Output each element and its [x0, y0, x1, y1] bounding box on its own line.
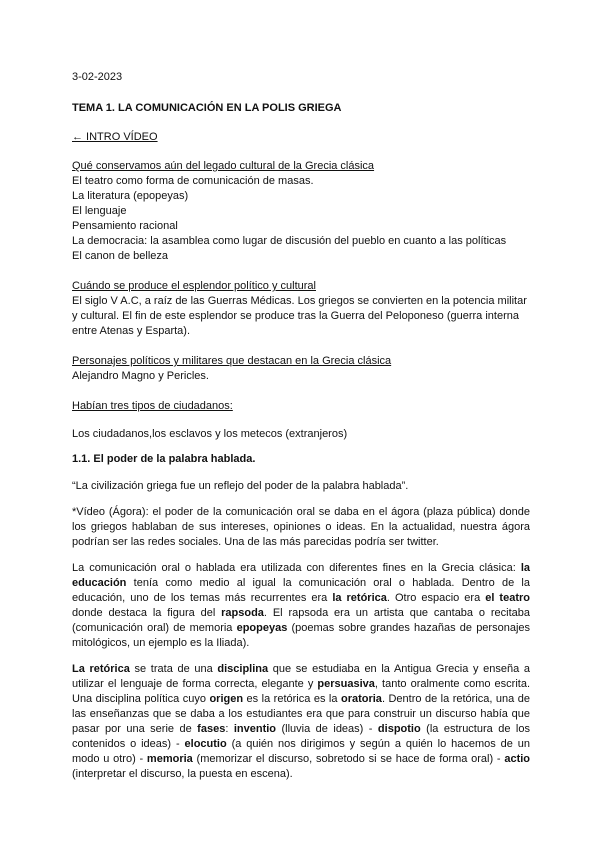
text-run: . El rapsoda era un artista que cantaba o recitaba (comunicación oral) de memoria	[72, 607, 530, 634]
legacy-item: Pensamiento racional	[72, 220, 178, 232]
text-run: tenía como medio al igual la comunicación oral o hablada. Dentro de la educación, uno de los temas más recurrentes era	[72, 577, 530, 604]
section-figures-text: Alejandro Magno y Pericles.	[72, 370, 209, 382]
section-citizens-heading: Habían tres tipos de ciudadanos:	[72, 400, 233, 412]
document-title: TEMA 1. LA COMUNICACIÓN EN LA POLIS GRIEGA	[72, 102, 342, 114]
text-run: :	[225, 723, 234, 735]
section-legacy-heading: Qué conservamos aún del legado cultural de la Grecia clásica	[72, 160, 375, 172]
legacy-item: El lenguaje	[72, 205, 127, 217]
bold-term: La retórica	[72, 663, 130, 675]
section-legacy	[72, 159, 530, 264]
text-run: que se estudiaba en la Antigua Grecia y enseña a utilizar el lenguaje de forma correcta, elegante y	[72, 663, 531, 690]
text-run: (lluvia de ideas) -	[276, 723, 378, 735]
section-splendor-heading: Cuándo se produce el esplendor político y cultural	[72, 280, 316, 292]
bold-term: origen	[209, 693, 244, 705]
document-page	[72, 70, 530, 793]
bold-term: la educación	[72, 562, 530, 589]
bold-term: la retórica	[332, 592, 387, 604]
text-run: . Otro espacio era	[386, 592, 486, 604]
text-run: (interpretar el discurso, la puesta en escena).	[72, 768, 293, 780]
section-figures	[72, 354, 530, 384]
bold-term: rapsoda	[221, 607, 264, 619]
text-run: donde destaca la figura del	[72, 607, 222, 619]
bold-term: elocutio	[184, 738, 227, 750]
bold-term: fases	[197, 723, 226, 735]
section-figures-heading: Personajes políticos y militares que destacan en la Grecia clásica	[72, 355, 392, 367]
oral-communication-paragraph	[72, 561, 530, 651]
intro-video-link[interactable]: ← INTRO VÍDEO	[72, 131, 158, 143]
rhetoric-paragraph	[72, 662, 530, 782]
subheading-spoken-word: 1.1. El poder de la palabra hablada.	[72, 453, 256, 465]
text-run: La comunicación oral o hablada era utilizada con diferentes fines en la Grecia clásica:	[72, 562, 521, 574]
section-citizens	[72, 399, 530, 442]
bold-term: disciplina	[217, 663, 269, 675]
bold-term: epopeyas	[236, 622, 288, 634]
text-run: se trata de una	[129, 663, 218, 675]
bold-term: dispotio	[377, 723, 421, 735]
text-run: (la estructura de los contenidos o ideas) -	[72, 723, 530, 750]
section-citizens-text: Los ciudadanos,los esclavos y los metecos (extranjeros)	[72, 428, 348, 440]
bold-term: persuasiva	[317, 678, 375, 690]
legacy-item: La literatura (epopeyas)	[72, 190, 189, 202]
text-run: (poemas sobre grandes hazañas de personajes mitológicos, un ejemplo es la Iliada).	[72, 622, 531, 649]
section-splendor-text: El siglo V A.C, a raíz de las Guerras Médicas. Los griegos se convierten en la potencia militar y cultural. El fin de este esplendor se produce tras la Guerra del Peloponeso (guerra interna entre Atenas y Esparta).	[72, 295, 527, 337]
bold-term: inventio	[233, 723, 277, 735]
legacy-item: La democracia: la asamblea como lugar de discusión del pueblo en cuanto a las políticas	[72, 235, 507, 247]
bold-term: oratoria	[340, 693, 382, 705]
text-run: es la retórica es la	[243, 693, 341, 705]
text-run: , tanto oralmente como escrita. Una disciplina política cuyo	[72, 678, 531, 705]
bold-term: actio	[504, 753, 531, 765]
video-paragraph: *Vídeo (Ágora): el poder de la comunicación oral se daba en el ágora (plaza pública) donde los griegos hablaban de sus intereses, opiniones o ideas. En la actualidad, nuestra ágora podrían ser las redes sociales. Una de las más parecidas podría ser twitter.	[72, 506, 530, 548]
document-date: 3-02-2023	[72, 71, 123, 83]
bold-term: el teatro	[485, 592, 530, 604]
text-run: (memorizar el discurso, sobretodo si se hace de forma oral) -	[192, 753, 505, 765]
section-splendor	[72, 279, 530, 339]
bold-term: memoria	[146, 753, 193, 765]
quote: “La civilización griega fue un reflejo del poder de la palabra hablada”.	[72, 480, 409, 492]
text-run: . Dentro de la retórica, una de las enseñanzas que se daba a los estudiantes era que para construir un discurso había que pasar por una serie de	[72, 693, 530, 735]
legacy-item: El teatro como forma de comunicación de masas.	[72, 175, 314, 187]
text-run: (a quién nos dirigimos y según a quién lo hacemos de un modo u otro) -	[72, 738, 530, 765]
legacy-item: El canon de belleza	[72, 250, 169, 262]
